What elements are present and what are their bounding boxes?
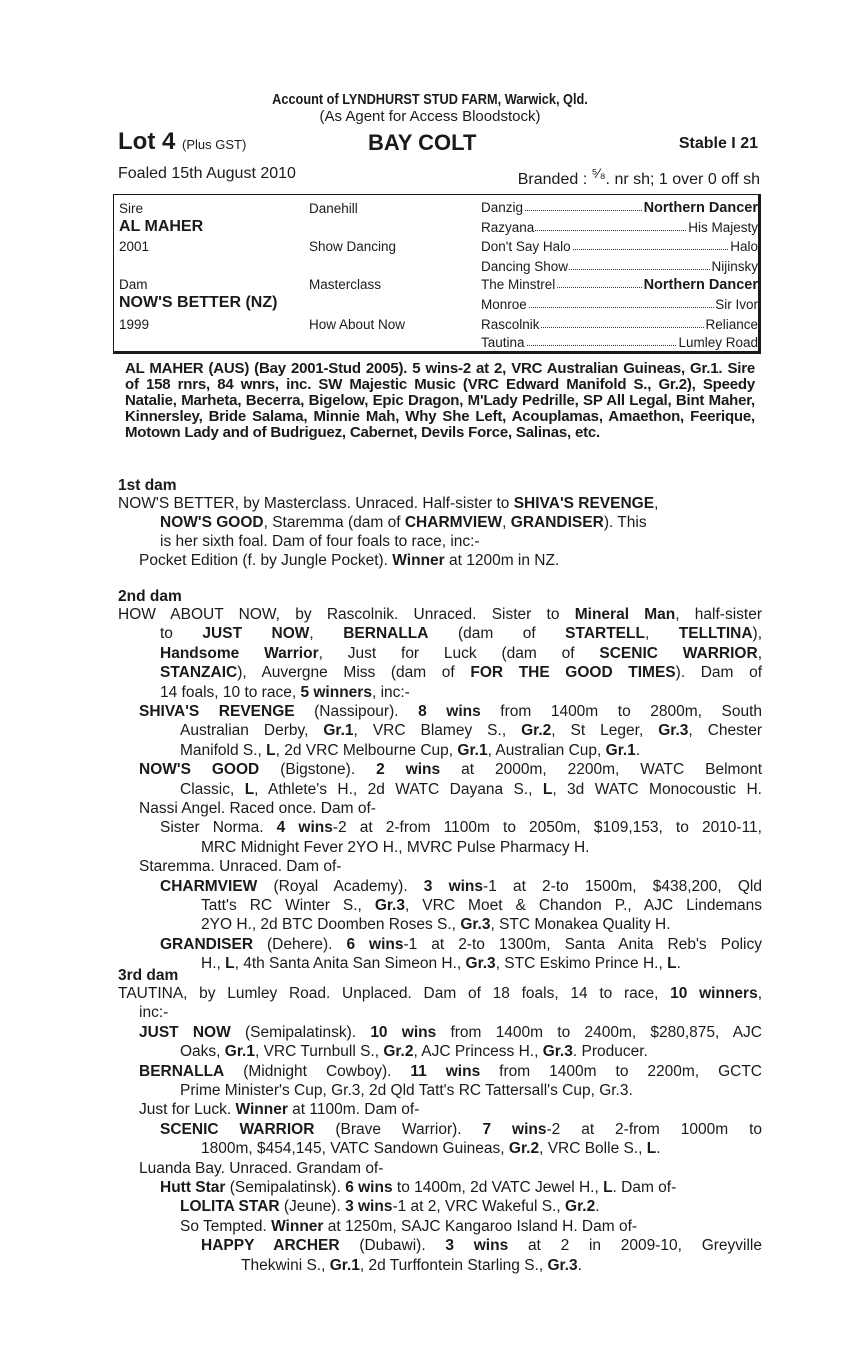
text-line: CHARMVIEW (Royal Academy). 3 wins-1 at 2-to 1500m, $438,200, Qld [160,877,762,895]
sire-year: 2001 [119,239,150,254]
text-line: SCENIC WARRIOR (Brave Warrior). 7 wins-2 at 2-from 1000m to [160,1120,762,1138]
pedigree-row: Don't Say Halo Halo [481,239,758,254]
brand-mark-icon: ⁵⁄₈ [591,165,606,181]
damsire-dam: How About Now [309,317,406,332]
text-line: GRANDISER (Dehere). 6 wins-1 at 2-to 1300m, Santa Anita Reb's Policy [160,935,762,953]
pedigree-table [113,194,761,354]
lot-number: Lot 4 (Plus GST) [118,128,247,155]
text-line: HAPPY ARCHER (Dubawi). 3 wins at 2 in 2009-10, Greyville [201,1237,762,1255]
text-line: NOW'S BETTER, by Masterclass. Unraced. Half-sister to SHIVA'S REVENGE, [118,495,659,512]
grandsire: Danehill [309,201,358,216]
gst-note: (Plus GST) [182,137,247,152]
vendor-account: Account of LYNDHURST STUD FARM, Warwick, Qld. [272,91,588,108]
pedigree-row: Razyana His Majesty [481,220,758,235]
text-line: Just for Luck. Winner at 1100m. Dam of- [139,1101,420,1119]
text-line: Oaks, Gr.1, VRC Turnbull S., Gr.2, AJC Princess H., Gr.3. Producer. [180,1043,648,1061]
text-line: Australian Derby, Gr.1, VRC Blamey S., Gr.2, St Leger, Gr.3, Chester [180,722,762,740]
text-line: Luanda Bay. Unraced. Grandam of- [139,1159,384,1177]
text-line: 1800m, $454,145, VATC Sandown Guineas, Gr.2, VRC Bolle S., L. [201,1140,661,1158]
text-line: to JUST NOW, BERNALLA (dam of STARTELL, TELLTINA), [160,625,762,643]
sire-summary: AL MAHER (AUS) (Bay 2001-Stud 2005). 5 wins-2 at 2, VRC Australian Guineas, Gr.1. Sire of 158 rnrs, 84 wnrs, inc. SW Majestic Music (VRC Edward Manifold S., Gr.2), Speedy Natalie, Marheta, Becerra, Bigelow, Epic Dragon, M'Lady Pedrille, SP All Legal, Bint Maher, Kinnersley, Bride Salama, Minnie Mah, Why She Left, Acouplamas, Amaethon, Feerique, Motown Lady and of Budriguez, Cabernet, Devils Force, Salinas, etc. [125,360,755,441]
dam-name: NOW'S BETTER (NZ) [119,294,278,311]
dam-year: 1999 [119,317,150,332]
text-line: Prime Minister's Cup, Gr.3, 2d Qld Tatt's RC Tattersall's Cup, Gr.3. [180,1082,633,1099]
text-line: TAUTINA, by Lumley Road. Unplaced. Dam of 18 foals, 14 to race, 10 winners, [118,985,762,1002]
text-line: Tatt's RC Winter S., Gr.3, VRC Moet & Chandon P., AJC Lindemans [201,897,762,914]
lot-line [118,128,760,158]
text-line: 14 foals, 10 to race, 5 winners, inc:- [160,683,410,701]
pedigree-row: Monroe Sir Ivor [481,297,758,312]
text-line: JUST NOW (Semipalatinsk). 10 wins from 1400m to 2400m, $280,875, AJC [139,1023,762,1041]
text-line: Manifold S., L, 2d VRC Melbourne Cup, Gr.1, Australian Cup, Gr.1. [180,741,641,759]
pedigree-row: Rascolnik Reliance [481,317,758,332]
horse-title: BAY COLT [368,130,477,155]
sire-label: Sire [119,201,144,216]
stable-number: Stable I 21 [678,135,758,152]
dam-label: Dam [119,277,148,292]
text-line: Classic, L, Athlete's H., 2d WATC Dayana S., L, 3d WATC Monocoustic H. [180,780,762,798]
section-heading: 2nd dam [118,588,182,605]
text-line: HOW ABOUT NOW, by Rascolnik. Unraced. Sister to Mineral Man, half-sister [118,606,762,623]
text-line: So Tempted. Winner at 1250m, SAJC Kangaroo Island H. Dam of- [180,1217,638,1235]
text-line: NOW'S GOOD, Staremma (dam of CHARMVIEW, GRANDISER). This [160,514,647,531]
text-line: H., L, 4th Santa Anita San Simeon H., Gr.3, STC Eskimo Prince H., L. [201,955,681,973]
foaled-date: Foaled 15th August 2010 [118,165,296,182]
text-line: MRC Midnight Fever 2YO H., MVRC Pulse Pharmacy H. [201,838,590,856]
pedigree-row: The Minstrel Northern Dancer [481,277,758,293]
sire-name: AL MAHER [119,218,204,235]
pedigree-row: Tautina Lumley Road [481,335,758,350]
text-line: LOLITA STAR (Jeune). 3 wins-1 at 2, VRC Wakeful S., Gr.2. [180,1198,600,1216]
vendor-agent: (As Agent for Access Bloodstock) [319,108,541,125]
text-line: BERNALLA (Midnight Cowboy). 11 wins from 1400m to 2200m, GCTC [139,1062,762,1080]
text-line: Hutt Star (Semipalatinsk). 6 wins to 1400m, 2d VATC Jewel H., L. Dam of- [160,1179,677,1196]
section-heading: 1st dam [118,477,177,494]
pedigree-row: Dancing Show Nijinsky [481,259,758,274]
text-line: Staremma. Unraced. Dam of- [139,858,342,876]
grandsire-dam: Show Dancing [309,239,397,254]
text-line: Handsome Warrior, Just for Luck (dam of SCENIC WARRIOR, [160,644,762,662]
section-heading: 3rd dam [118,967,179,984]
damsire: Masterclass [309,277,382,292]
text-line: is her sixth foal. Dam of four foals to race, inc:- [160,533,480,550]
text-line: STANZAIC), Auvergne Miss (dam of FOR THE GOOD TIMES). Dam of [160,664,763,682]
text-line: SHIVA'S REVENGE (Nassipour). 8 wins from 1400m to 2800m, South [139,703,762,720]
text-line: NOW'S GOOD (Bigstone). 2 wins at 2000m, 2200m, WATC Belmont [139,761,763,779]
text-line: 2YO H., 2d BTC Doomben Roses S., Gr.3, STC Monakea Quality H. [201,916,671,934]
text-line: Sister Norma. 4 wins-2 at 2-from 1100m to 2050m, $109,153, to 2010-11, [160,819,762,837]
text-line: inc:- [139,1004,169,1022]
pedigree-row: Danzig Northern Dancer [481,200,758,216]
brand-info: Branded : ⁵⁄₈. nr sh; 1 over 0 off sh [517,165,760,188]
text-line: Thekwini S., Gr.1, 2d Turffontein Starling S., Gr.3. [241,1256,582,1274]
text-line: Pocket Edition (f. by Jungle Pocket). Winner at 1200m in NZ. [139,552,560,569]
text-line: Nassi Angel. Raced once. Dam of- [139,800,376,817]
